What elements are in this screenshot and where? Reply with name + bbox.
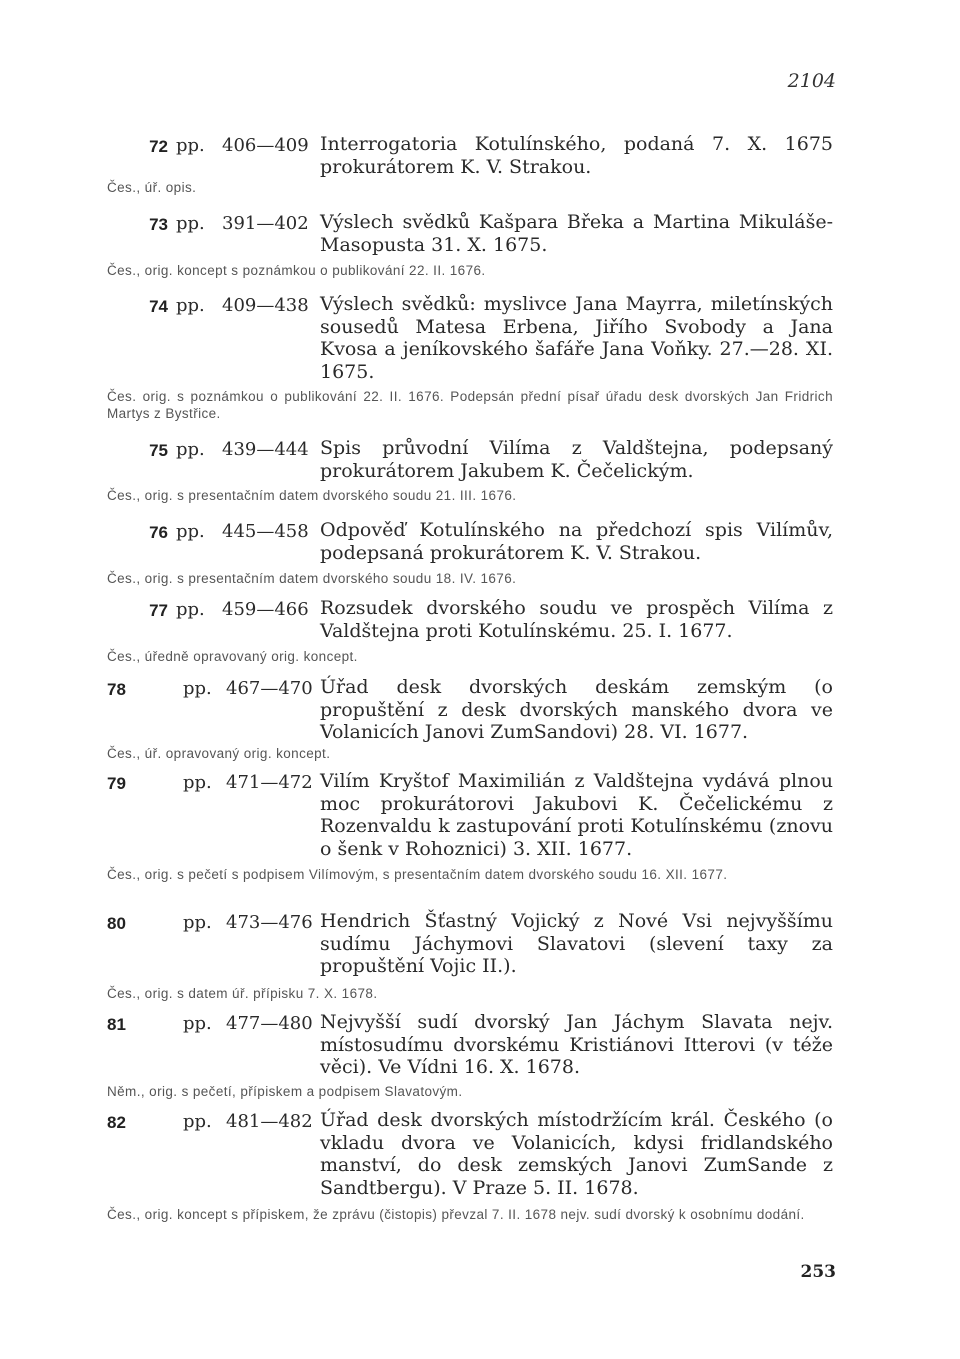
page-range: 391—402 — [222, 213, 309, 234]
entry-note: Čes., orig. s presentačním datem dvorského soudu 18. IV. 1676. — [107, 571, 517, 586]
page-range: 471—472 — [226, 772, 313, 793]
entry-note: Čes., orig. s presentačním datem dvorského soudu 21. III. 1676. — [107, 488, 517, 503]
pages-abbrev: pp. — [176, 599, 205, 620]
entry-number: 75 — [149, 441, 168, 460]
entry-note: Čes., orig. koncept s přípiskem, že zprávu (čistopis) převzal 7. II. 1678 nejv. sudí dvorský k osobnímu dodání. — [107, 1207, 805, 1222]
entry-number: 73 — [149, 215, 168, 234]
entry-number: 79 — [107, 774, 126, 793]
page-range: 439—444 — [222, 439, 309, 460]
pages-abbrev: pp. — [176, 295, 205, 316]
entry-note: Čes., úředně opravovaný orig. koncept. — [107, 649, 358, 664]
entry-number: 74 — [149, 297, 168, 316]
entry-number: 78 — [107, 680, 126, 699]
entry-title: Úřad desk dvorských místodržícím král. Českého (o vkladu dvora ve Volanicích, kdysi fridlandského manství, do desk zemských Janovi ZumSande z Sandtbergu). V Praze 5. II. 1678. — [320, 1109, 833, 1199]
page-range: 445—458 — [222, 521, 309, 542]
entry-title: Spis průvodní Vilíma z Valdštejna, podepsaný prokurátorem Jakubem K. Čečelickým. — [320, 437, 833, 482]
page-range: 473—476 — [226, 912, 313, 933]
entry-note: Čes., orig. koncept s poznámkou o publikování 22. II. 1676. — [107, 263, 486, 278]
entry-title: Úřad desk dvorských deskám zemským (o propuštění z desk dvorských manského dvora ve Volanicích Janovi ZumSandovi) 28. VI. 1677. — [320, 676, 833, 743]
pages-abbrev: pp. — [176, 135, 205, 156]
entry-note: Něm., orig. s pečetí, přípiskem a podpisem Slavatovým. — [107, 1084, 463, 1099]
pages-abbrev: pp. — [183, 1111, 212, 1132]
entry-note: Čes., úř. opravovaný orig. koncept. — [107, 746, 331, 761]
entry-note: Čes., orig. s datem úř. přípisku 7. X. 1678. — [107, 986, 378, 1001]
entry-title: Výslech svědků: myslivce Jana Mayrra, miletínských sousedů Matesa Erbena, Jiřího Svobody a Jana Kvosa a jeníkovského šafáře Jana Voňky. 27.—28. XI. 1675. — [320, 293, 833, 383]
pages-abbrev: pp. — [183, 772, 212, 793]
entry-number: 72 — [149, 137, 168, 156]
entry-number: 76 — [149, 523, 168, 542]
pages-abbrev: pp. — [183, 678, 212, 699]
pages-abbrev: pp. — [183, 1013, 212, 1034]
entry-note: Čes., orig. s pečetí s podpisem Vilímovým, s presentačním datem dvorského soudu 16. XII. 1677. — [107, 867, 728, 882]
entry-title: Interrogatoria Kotulínského, podaná 7. X. 1675 prokurátorem K. V. Strakou. — [320, 133, 833, 178]
entry-number: 81 — [107, 1015, 126, 1034]
pages-abbrev: pp. — [183, 912, 212, 933]
entry-number: 82 — [107, 1113, 126, 1132]
page-range: 477—480 — [226, 1013, 313, 1034]
pages-abbrev: pp. — [176, 213, 205, 234]
entry-title: Vilím Kryštof Maximilián z Valdštejna vydává plnou moc prokurátorovi Jakubovi K. Čečelickému z Rozenvaldu k zastupování proti Kotulínskému (znovu o šenk v Rohoznici) 3. XII. 1677. — [320, 770, 833, 860]
pages-abbrev: pp. — [176, 439, 205, 460]
entry-note: Čes., úř. opis. — [107, 180, 197, 195]
entry-number: 77 — [149, 601, 168, 620]
page-range: 409—438 — [222, 295, 309, 316]
entry-title: Nejvyšší sudí dvorský Jan Jáchym Slavata nejv. místosudímu dvorskému Kristiánovi Itterovi (v téže věci). Ve Vídni 16. X. 1678. — [320, 1011, 833, 1078]
page-range: 406—409 — [222, 135, 309, 156]
page-range: 459—466 — [222, 599, 309, 620]
entry-title: Výslech svědků Kašpara Břeka a Martina Mikuláše-Masopusta 31. X. 1675. — [320, 211, 833, 256]
entry-title: Hendrich Šťastný Vojický z Nové Vsi nejvyššímu sudímu Jáchymovi Slavatovi (slevení taxy za propuštění Vojic II.). — [320, 910, 833, 977]
entry-number: 80 — [107, 914, 126, 933]
page-number-bottom: 253 — [800, 1262, 836, 1282]
entry-note: Čes. orig. s poznámkou o publikování 22. II. 1676. Podepsán přední písař úřadu desk dvorských Jan Fridrich Martys z Bystřice. — [107, 389, 833, 421]
page-range: 481—482 — [226, 1111, 313, 1132]
pages-abbrev: pp. — [176, 521, 205, 542]
entry-title: Odpověď Kotulínského na předchozí spis Vilímův, podepsaná prokurátorem K. V. Strakou. — [320, 519, 833, 564]
entry-title: Rozsudek dvorského soudu ve prospěch Vilíma z Valdštejna proti Kotulínskému. 25. I. 1677. — [320, 597, 833, 642]
page-range: 467—470 — [226, 678, 313, 699]
page-number-top: 2104 — [787, 70, 836, 92]
